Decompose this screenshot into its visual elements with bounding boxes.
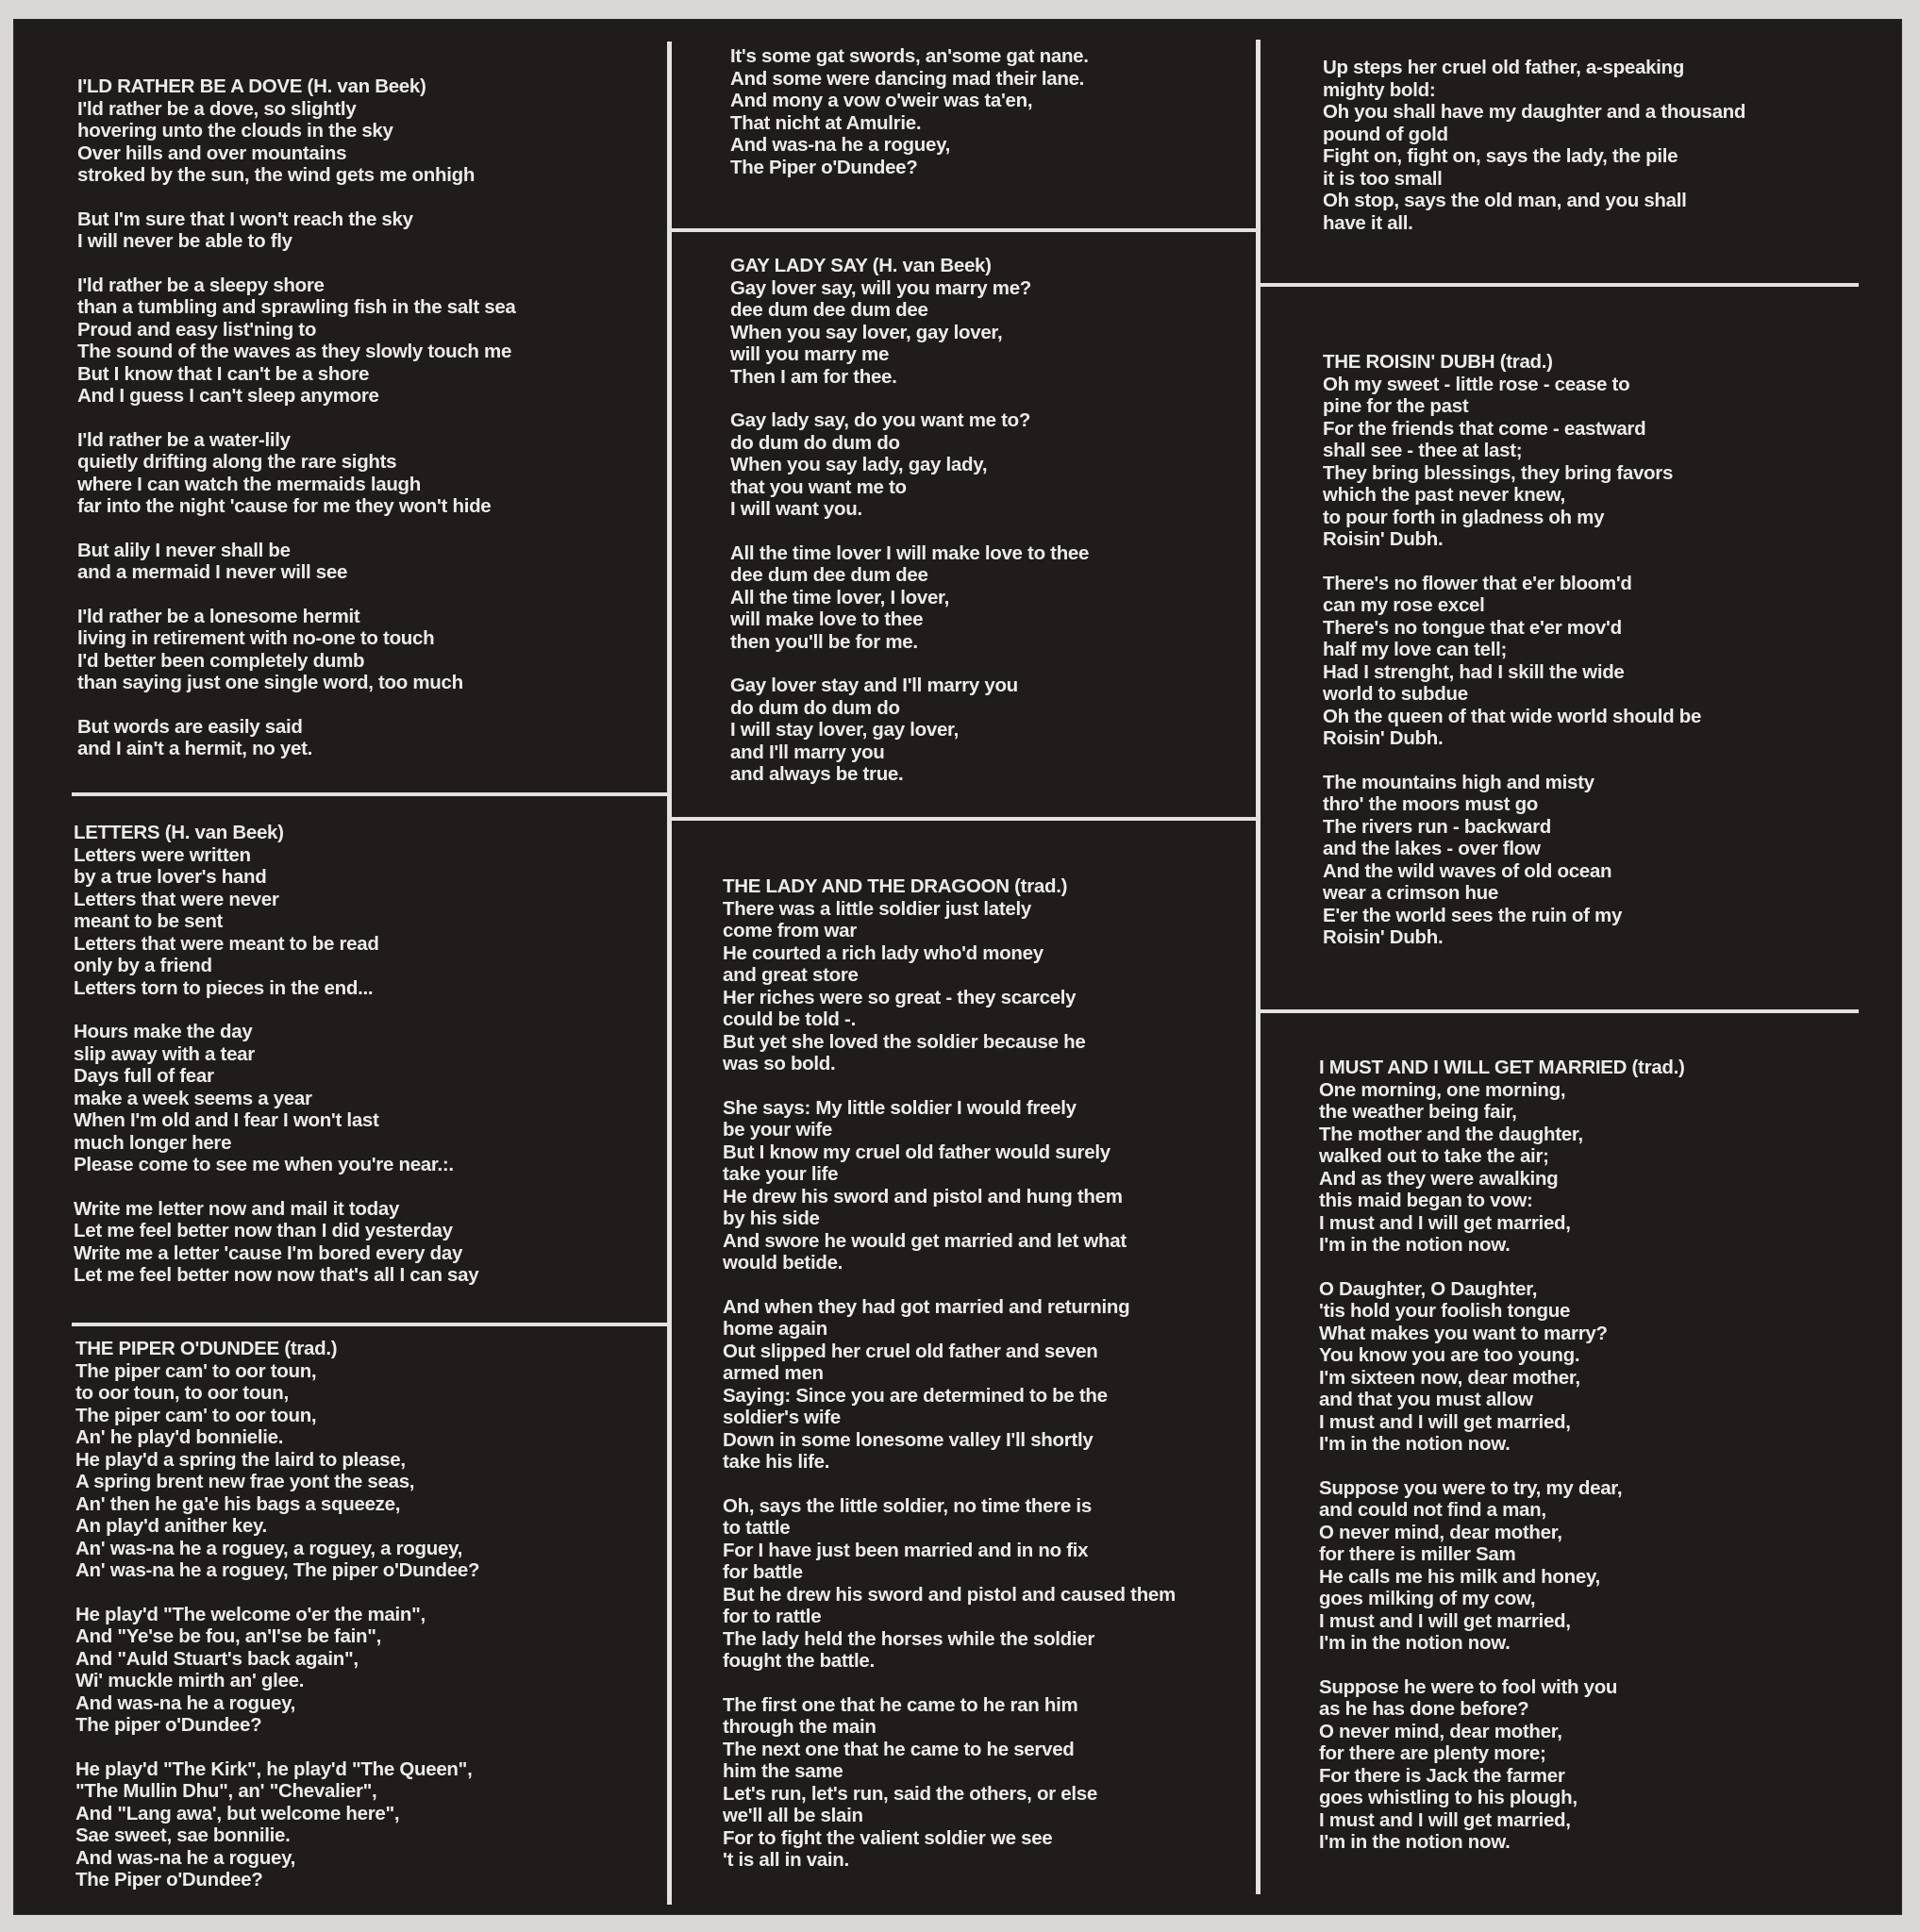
section-divider [72, 1323, 671, 1326]
lyric-line: Roisin' Dubh. [1323, 926, 1444, 948]
lyric-line: And swore he would get married and let what [723, 1229, 1127, 1252]
lyric-line: come from war [723, 920, 857, 941]
lyric-line: When you say lover, gay lover, [730, 321, 1003, 343]
lyric-line: The first one that he came to he ran him [723, 1693, 1078, 1716]
lyric-line: and could not find a man, [1319, 1499, 1546, 1521]
lyric-line: And mony a vow o'weir was ta'en, [730, 90, 1033, 111]
lyric-line: we'll all be slain [723, 1805, 863, 1826]
lyric-line: then you'll be for me. [730, 630, 918, 653]
song-title-text: THE PIPER O'DUNDEE [75, 1338, 279, 1359]
lyric-line: One morning, one morning, [1319, 1078, 1566, 1101]
lyric-line: and a mermaid I never will see [77, 561, 348, 583]
song-credit: (H. van Beek) [307, 75, 426, 97]
lyric-line: and I ain't a hermit, no yet. [77, 738, 313, 759]
stanza [75, 1360, 479, 1582]
lyric-line: wear a crimson hue [1323, 882, 1499, 904]
stanza [75, 1758, 479, 1891]
lyric-line: I'ld rather be a sleepy shore [77, 274, 325, 296]
lyric-line: That nicht at Amulrie. [730, 111, 922, 134]
lyric-line: Hours make the day [74, 1021, 253, 1042]
lyric-line: to pour forth in gladness oh my [1323, 506, 1605, 528]
lyric-line: But yet she loved the soldier because he [723, 1030, 1086, 1053]
lyric-line: There's no flower that e'er bloom'd [1323, 572, 1632, 594]
lyric-line: thro' the moors must go [1323, 793, 1539, 815]
lyric-line: Over hills and over mountains [77, 142, 347, 164]
stanza [74, 1021, 478, 1176]
stanza [730, 542, 1089, 654]
lyric-line: And when they had got married and returning [723, 1295, 1130, 1318]
lyric-line: When I'm old and I fear I won't last [74, 1109, 379, 1131]
lyric-line: Days full of fear [74, 1065, 214, 1087]
lyric-line: For there is Jack the farmer [1319, 1764, 1565, 1787]
stanza [77, 716, 516, 760]
lyric-line: I'm sixteen now, dear mother, [1319, 1366, 1580, 1389]
lyric-sheet [13, 19, 1902, 1915]
stanza [1319, 1676, 1685, 1854]
lyric-line: I will never be able to fly [77, 230, 292, 252]
stanza [723, 1296, 1176, 1474]
lyric-line: stroked by the sun, the wind gets me onhigh [77, 164, 476, 186]
lyric-line: Gay lady say, do you want me to? [730, 409, 1031, 431]
lyric-line: shall see - thee at last; [1323, 440, 1523, 461]
lyric-line: I must and I will get married, [1319, 1808, 1571, 1831]
lyric-line: An' he play'd bonnielie. [75, 1426, 284, 1448]
lyric-line: make a week seems a year [74, 1087, 312, 1109]
lyric-line: O Daughter, O Daughter, [1319, 1277, 1538, 1300]
lyric-line: by his side [723, 1208, 820, 1229]
column-divider-right [1256, 40, 1261, 1894]
lyric-line: Let me feel better now now that's all I can say [74, 1264, 479, 1286]
lyric-line: He calls me his milk and honey, [1319, 1565, 1600, 1588]
lyric-line: And as they were awalking [1319, 1167, 1559, 1190]
stanza [730, 277, 1089, 389]
lyric-line: There's no tongue that e'er mov'd [1323, 616, 1622, 639]
song-title [75, 1338, 479, 1360]
song-credit: (trad.) [284, 1338, 338, 1359]
stanza [723, 1097, 1176, 1274]
lyric-line: Oh you shall have my daughter and a thousand [1323, 101, 1746, 123]
lyric-line: than saying just one single word, too much [77, 672, 463, 693]
song-title-text: I'LD RATHER BE A DOVE [77, 75, 303, 97]
song-credit: (trad.) [1499, 351, 1553, 373]
stanza [730, 45, 1089, 178]
lyric-line: for there are plenty more; [1319, 1742, 1546, 1764]
song-title-text: THE ROISIN' DUBH [1323, 351, 1495, 373]
lyric-line: living in retirement with no-one to touch [77, 627, 435, 649]
lyric-line: All the time lover I will make love to thee [730, 541, 1090, 564]
lyric-line: half my love can tell; [1323, 639, 1508, 660]
lyric-line: Her riches were so great - they scarcely [723, 986, 1077, 1008]
lyric-line: fought the battle. [723, 1650, 875, 1672]
lyric-line: For I have just been married and in no fix [723, 1539, 1089, 1561]
song-title-text: THE LADY AND THE DRAGOON [723, 875, 1010, 897]
song-title [74, 822, 478, 844]
lyric-line: And was-na he a roguey, [75, 1846, 296, 1869]
lyric-line: I'm in the notion now. [1319, 1632, 1511, 1654]
column-divider-left [667, 42, 672, 1905]
stanza [730, 675, 1089, 786]
lyric-line: Roisin' Dubh. [1323, 528, 1444, 550]
stanza [74, 844, 478, 1000]
lyric-line: 'tis hold your foolish tongue [1319, 1300, 1571, 1322]
stanza [1323, 573, 1701, 750]
stanza [77, 540, 516, 584]
lyric-line: And was-na he a roguey, [730, 134, 951, 156]
lyric-line: goes whistling to his plough, [1319, 1787, 1578, 1808]
section-divider [1260, 1009, 1859, 1013]
song-roisin-dubh [1323, 351, 1701, 949]
lyric-line: She says: My little soldier I would freely [723, 1096, 1077, 1119]
stanza [723, 898, 1176, 1075]
song-must-get-married [1319, 1057, 1685, 1854]
lyric-line: And the wild waves of old ocean [1323, 859, 1612, 882]
lyric-line: goes milking of my cow, [1319, 1588, 1536, 1609]
lyric-line: Oh, says the little soldier, no time there is [723, 1494, 1092, 1517]
lyric-line: The Piper o'Dundee? [75, 1869, 263, 1890]
lyric-line: for there is miller Sam [1319, 1543, 1516, 1565]
stanza [1323, 374, 1701, 551]
lyric-line: The sound of the waves as they slowly touch me [77, 341, 512, 362]
lyric-line: far into the night 'cause for me they won't hide [77, 495, 492, 517]
lyric-line: I'ld rather be a water-lily [77, 428, 291, 451]
song-title-text: LETTERS [74, 822, 160, 843]
song-title-text: I MUST AND I WILL GET MARRIED [1319, 1057, 1628, 1078]
lyric-line: And some were dancing mad their lane. [730, 67, 1085, 90]
lyric-line: hovering unto the clouds in the sky [77, 120, 393, 142]
lyric-line: which the past never knew, [1323, 484, 1565, 506]
stanza [77, 208, 516, 253]
lyric-line: and always be true. [730, 763, 904, 785]
lyric-line: An' then he ga'e his bags a squeeze, [75, 1492, 401, 1515]
lyric-line: Write me a letter 'cause I'm bored every day [74, 1241, 463, 1264]
lyric-line: But words are easily said [77, 715, 303, 738]
lyric-line: slip away with a tear [74, 1042, 255, 1065]
lyric-line: Letters that were meant to be read [74, 932, 379, 955]
lyric-line: pine for the past [1323, 395, 1469, 417]
song-credit: (H. van Beek) [164, 822, 284, 843]
song-piper [75, 1338, 479, 1891]
lyric-line: Wi' muckle mirth an' glee. [75, 1670, 305, 1691]
lyric-line: Sae sweet, sae bonnilie. [75, 1824, 291, 1846]
song-credit: (trad.) [1014, 875, 1068, 897]
lyric-line: What makes you want to marry? [1319, 1322, 1608, 1344]
lyric-line: The rivers run - backward [1323, 815, 1552, 838]
lyric-line: He play'd "The welcome o'er the main", [75, 1603, 426, 1625]
lyric-line: this maid began to vow: [1319, 1190, 1533, 1211]
lyric-line: do dum do dum do [730, 431, 900, 454]
lyric-line: They bring blessings, they bring favors [1323, 461, 1674, 484]
song-credit: (trad.) [1631, 1057, 1685, 1078]
song-title [723, 875, 1176, 898]
lyric-line: All the time lover, I lover, [730, 586, 949, 608]
lyric-line: where I can watch the mermaids laugh [77, 473, 422, 495]
stanza [1323, 772, 1701, 949]
stanza [77, 606, 516, 694]
stanza [74, 1198, 478, 1287]
lyric-line: "The Mullin Dhu", an' "Chevalier", [75, 1780, 377, 1802]
stanza [1319, 1477, 1685, 1655]
lyric-line: Up steps her cruel old father, a-speaking [1323, 57, 1685, 78]
lyric-line: There was a little soldier just lately [723, 897, 1031, 920]
stanza [77, 275, 516, 408]
song-title-text: GAY LADY SAY [730, 255, 868, 276]
lyric-line: O never mind, dear mother, [1319, 1521, 1562, 1543]
lyric-line: to oor toun, to oor toun, [75, 1382, 289, 1404]
lyric-line: have it all. [1323, 211, 1413, 234]
lyric-line: It's some gat swords, an'some gat nane. [730, 45, 1089, 67]
lyric-line: Letters were written [74, 843, 251, 866]
lyric-line: Down in some lonesome valley I'll shortly [723, 1428, 1094, 1451]
lyric-line: armed men [723, 1362, 824, 1384]
lyric-line: He play'd "The Kirk", he play'd "The Queen", [75, 1757, 473, 1780]
lyric-line: The piper o'Dundee? [75, 1714, 262, 1736]
lyric-line: could be told -. [723, 1008, 856, 1030]
lyric-line: and great store [723, 964, 859, 986]
song-piper-continued [730, 45, 1089, 178]
lyric-line: soldier's wife [723, 1407, 841, 1428]
lyric-line: An' was-na he a roguey, The piper o'Dundee? [75, 1559, 480, 1581]
lyric-line: The lady held the horses while the soldier [723, 1627, 1095, 1650]
lyric-line: O never mind, dear mother, [1319, 1720, 1562, 1742]
lyric-line: than a tumbling and sprawling fish in the salt sea [77, 296, 516, 318]
lyric-line: An play'd anither key. [75, 1515, 267, 1537]
lyric-line: walked out to take the air; [1319, 1145, 1549, 1167]
lyric-line: I'm in the notion now. [1319, 1433, 1511, 1455]
lyric-line: I must and I will get married, [1319, 1410, 1571, 1433]
lyric-line: Please come to see me when you're near.:. [74, 1154, 454, 1175]
lyric-line: that you want me to [730, 475, 907, 498]
lyric-line: Letters that were never [74, 888, 279, 910]
stanza [75, 1604, 479, 1737]
lyric-line: pound of gold [1323, 123, 1448, 145]
lyric-line: much longer here [74, 1131, 232, 1154]
lyric-line: A spring brent new frae yont the seas, [75, 1471, 415, 1492]
section-divider [1260, 283, 1859, 287]
lyric-line: But I know my cruel old father would surely [723, 1141, 1110, 1163]
lyric-line: will make love to thee [730, 608, 924, 630]
stanza [723, 1495, 1176, 1673]
stanza [723, 1694, 1176, 1872]
lyric-line: And "Lang awa', but welcome here", [75, 1802, 400, 1824]
lyric-line: But I'm sure that I won't reach the sky [77, 208, 413, 230]
lyric-line: And "Auld Stuart's back again", [75, 1647, 359, 1670]
lyric-line: Gay lover say, will you marry me? [730, 276, 1032, 299]
stanza [1319, 1278, 1685, 1456]
stanza [77, 429, 516, 518]
lyric-line: Fight on, fight on, says the lady, the pile [1323, 145, 1678, 167]
lyric-line: quietly drifting along the rare sights [77, 451, 397, 473]
lyric-line: and that you must allow [1319, 1389, 1533, 1410]
lyric-line: I must and I will get married, [1319, 1609, 1571, 1632]
lyric-line: take your life [723, 1163, 839, 1185]
lyric-line: only by a friend [74, 955, 212, 976]
lyric-line: E'er the world sees the ruin of my [1323, 904, 1623, 926]
lyric-line: And "Ye'se be fou, an'I'se be fain", [75, 1625, 382, 1647]
lyric-line: will you marry me [730, 343, 890, 365]
lyric-line: Suppose he were to fool with you [1319, 1675, 1618, 1698]
lyric-line: Letters torn to pieces in the end... [74, 976, 374, 999]
lyric-line: Gay lover stay and I'll marry you [730, 675, 1018, 696]
lyric-line: The mountains high and misty [1323, 771, 1594, 793]
lyric-line: meant to be sent [74, 910, 224, 932]
lyric-line: was so bold. [723, 1053, 836, 1074]
lyric-line: Oh the queen of that wide world should be [1323, 705, 1702, 727]
lyric-line: The next one that he came to he served [723, 1738, 1075, 1760]
song-title [1323, 351, 1701, 374]
lyric-line: He courted a rich lady who'd money [723, 941, 1043, 964]
stanza [730, 409, 1089, 521]
lyric-line: He drew his sword and pistol and hung them [723, 1185, 1123, 1208]
song-credit: (H. van Beek) [872, 255, 992, 276]
section-divider [671, 228, 1258, 232]
lyric-line: it is too small [1323, 167, 1443, 190]
lyric-line: The Piper o'Dundee? [730, 156, 918, 178]
lyric-line: But I know that I can't be a shore [77, 362, 370, 385]
stanza [77, 98, 516, 187]
lyric-line: do dum do dum do [730, 696, 900, 719]
lyric-line: would betide. [723, 1252, 843, 1274]
lyric-line: can my rose excel [1323, 594, 1485, 616]
lyric-line: dee dum dee dum dee [730, 564, 928, 586]
lyric-line: But alily I never shall be [77, 539, 291, 561]
lyric-line: I'ld rather be a dove, so slightly [77, 97, 357, 120]
song-gay-lady-say [730, 255, 1089, 786]
section-divider [671, 817, 1258, 821]
song-title [1319, 1057, 1685, 1079]
lyric-line: home again [723, 1318, 827, 1340]
lyric-line: to tattle [723, 1517, 791, 1539]
song-title [77, 75, 516, 98]
lyric-line: Oh my sweet - little rose - cease to [1323, 373, 1630, 395]
lyric-line: And was-na he a roguey, [75, 1691, 296, 1714]
lyric-line: Roisin' Dubh. [1323, 727, 1444, 749]
lyric-line: for to rattle [723, 1606, 822, 1627]
lyric-line: for battle [723, 1561, 803, 1583]
lyric-line: and I'll marry you [730, 741, 885, 763]
lyric-line: Had I strenght, had I skill the wide [1323, 660, 1625, 683]
lyric-line: An' was-na he a roguey, a roguey, a roguey, [75, 1537, 463, 1559]
lyric-line: dee dum dee dum dee [730, 299, 928, 321]
lyric-line: be your wife [723, 1119, 833, 1141]
lyric-line: Then I am for thee. [730, 365, 897, 388]
lyric-line: by a true lover's hand [74, 866, 267, 888]
lyric-line: I will want you. [730, 498, 862, 520]
song-letters [74, 822, 478, 1287]
lyric-line: the weather being fair, [1319, 1101, 1517, 1123]
lyric-line: I'm in the notion now. [1319, 1234, 1511, 1256]
song-dove [77, 75, 516, 760]
lyric-line: Suppose you were to try, my dear, [1319, 1476, 1623, 1499]
lyric-line: Let me feel better now than I did yesterday [74, 1220, 453, 1241]
lyric-line: I will stay lover, gay lover, [730, 719, 959, 741]
lyric-line: The piper cam' to oor toun, [75, 1359, 317, 1382]
lyric-line: Write me letter now and mail it today [74, 1197, 400, 1220]
lyric-line: He play'd a spring the laird to please, [75, 1448, 406, 1471]
lyric-line: 't is all in vain. [723, 1849, 849, 1871]
lyric-line: The mother and the daughter, [1319, 1123, 1583, 1145]
lyric-line: Out slipped her cruel old father and seven [723, 1340, 1098, 1362]
lyric-line: I'd better been completely dumb [77, 649, 365, 672]
lyric-line: For the friends that come - eastward [1323, 417, 1646, 440]
lyric-line: The piper cam' to oor toun, [75, 1404, 317, 1426]
section-divider [72, 792, 671, 796]
lyric-line: Saying: Since you are determined to be the [723, 1384, 1108, 1407]
song-lady-and-dragoon [723, 875, 1176, 1872]
lyric-line: And I guess I can't sleep anymore [77, 385, 379, 407]
lyric-line: through the main [723, 1716, 877, 1738]
lyric-line: and the lakes - over flow [1323, 838, 1541, 859]
lyric-line: I'ld rather be a lonesome hermit [77, 605, 360, 627]
lyric-line: I must and I will get married, [1319, 1211, 1571, 1234]
lyric-line: mighty bold: [1323, 78, 1436, 101]
lyric-line: Let's run, let's run, said the others, or else [723, 1782, 1097, 1805]
lyric-line: I'm in the notion now. [1319, 1831, 1511, 1853]
song-dragoon-continued [1323, 57, 1745, 234]
lyric-line: For to fight the valient soldier we see [723, 1826, 1053, 1849]
stanza [1319, 1079, 1685, 1257]
lyric-line: But he drew his sword and pistol and caused them [723, 1583, 1176, 1606]
lyric-line: You know you are too young. [1319, 1344, 1580, 1366]
song-title [730, 255, 1089, 277]
lyric-line: world to subdue [1323, 683, 1468, 705]
lyric-line: take his life. [723, 1451, 830, 1473]
lyric-line: as he has done before? [1319, 1698, 1529, 1720]
lyric-line: him the same [723, 1760, 843, 1782]
lyric-line: Proud and easy list'ning to [77, 318, 317, 341]
lyric-line: Oh stop, says the old man, and you shall [1323, 190, 1687, 211]
lyric-line: When you say lady, gay lady, [730, 454, 988, 475]
stanza [1323, 57, 1745, 234]
